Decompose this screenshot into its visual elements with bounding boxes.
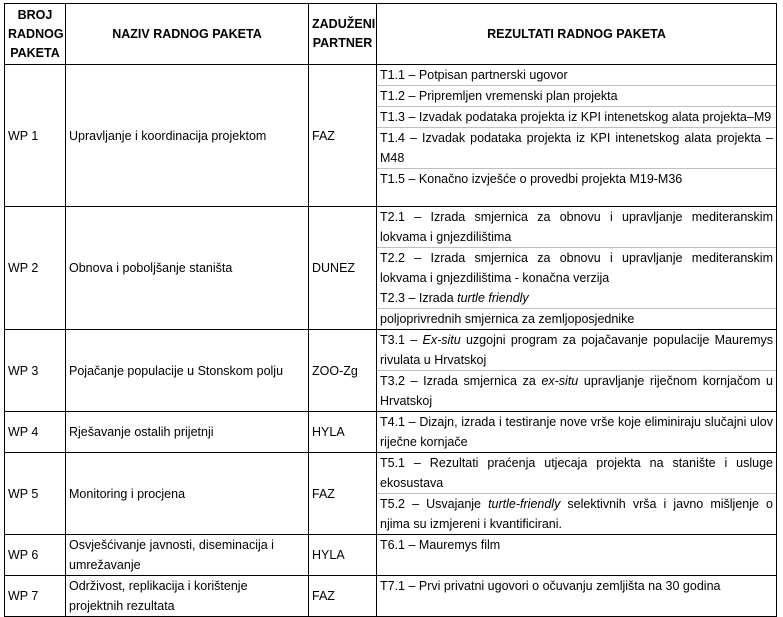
- wp-name-cell: Upravljanje i koordinacija projektom: [66, 65, 309, 207]
- result-item: [377, 288, 776, 308]
- partner-cell: HYLA: [309, 535, 377, 576]
- wp-name-cell: Monitoring i procjena: [66, 453, 309, 535]
- results-cell: [377, 453, 777, 535]
- wp-number-cell: WP 4: [5, 412, 66, 453]
- result-text: T3.2 – Izrada smjernica za: [380, 374, 542, 388]
- result-text: poljoprivrednih smjernica za zemljoposjednike: [380, 312, 635, 326]
- header-partner-line: ZADUŽENI: [312, 17, 376, 31]
- result-text-italic: turtle-friendly: [488, 497, 561, 511]
- header-wp-name: NAZIV RADNOG PAKETA: [66, 4, 309, 65]
- result-text-italic: turtle friendly: [457, 291, 529, 305]
- table-row: [5, 330, 777, 412]
- wp-number-cell: WP 6: [5, 535, 66, 576]
- result-text: T5.2 – Usvajanje: [380, 497, 489, 511]
- result-text: selektivnih vrša i javno mišljenje o njima su izmjereni i kvantificirani.: [380, 497, 773, 531]
- header-results: REZULTATI RADNOG PAKETA: [377, 4, 777, 65]
- wp-number-cell: WP 7: [5, 576, 66, 617]
- result-item: [377, 106, 776, 127]
- wp-number-cell: WP 1: [5, 65, 66, 207]
- result-text: T1.2 – Pripremljen vremenski plan projekta: [380, 89, 618, 103]
- result-text: T2.2 – Izrada smjernica za obnovu i upravljanje mediteranskim lokvama i gnjezdilištima - konačna verzija: [380, 251, 773, 285]
- result-item: [377, 412, 776, 452]
- result-item: [377, 308, 776, 329]
- result-text: T1.1 – Potpisan partnerski ugovor: [380, 68, 568, 82]
- results-cell: [377, 65, 777, 207]
- table-row: [5, 535, 777, 576]
- result-text: T5.1 – Rezultati praćenja utjecaja projekta na stanište i usluge ekosustava: [380, 456, 773, 490]
- result-text: T7.1 – Prvi privatni ugovori o očuvanju zemljišta na 30 godina: [380, 579, 721, 593]
- result-text: T1.5 – Konačno izvješće o provedbi projekta M19-M36: [380, 172, 683, 186]
- header-row: [5, 4, 777, 65]
- table-row: [5, 207, 777, 330]
- wp-name-cell: Održivost, replikacija i korištenje projektnih rezultata: [66, 576, 309, 617]
- result-text: uzgojni program za pojačavanje populacije Mauremys rivulata u Hrvatskoj: [380, 333, 773, 367]
- results-cell: [377, 207, 777, 330]
- partner-cell: ZOO-Zg: [309, 330, 377, 412]
- wp-name-cell: Osvješćivanje javnosti, diseminacija i umrežavanje: [66, 535, 309, 576]
- header-partner-line: PARTNER: [312, 36, 373, 50]
- work-package-table: [4, 3, 777, 617]
- result-item: [377, 65, 776, 85]
- result-item: [377, 247, 776, 288]
- result-item: [377, 207, 776, 247]
- result-text: upravljanje riječnom kornjačom u Hrvatskoj: [380, 374, 773, 408]
- results-cell: [377, 576, 777, 617]
- result-text-italic: ex-situ: [541, 374, 579, 388]
- result-item: [377, 330, 776, 370]
- result-text: T2.1 – Izrada smjernica za obnovu i upravljanje mediteranskim lokvama i gnjezdilištima: [380, 210, 773, 244]
- results-cell: [377, 412, 777, 453]
- wp-name-cell: Pojačanje populacije u Stonskom polju: [66, 330, 309, 412]
- results-cell: [377, 535, 777, 576]
- wp-name-cell: Rješavanje ostalih prijetnji: [66, 412, 309, 453]
- result-text: T1.4 – Izvadak podataka projekta iz KPI intenetskog alata projekta –M48: [380, 131, 773, 165]
- table-row: [5, 65, 777, 207]
- header-wp-number: [5, 4, 66, 65]
- wp-number-cell: WP 2: [5, 207, 66, 330]
- result-text: T6.1 – Mauremys film: [380, 538, 501, 552]
- result-item: [377, 576, 776, 596]
- wp-number-cell: WP 3: [5, 330, 66, 412]
- header-wp-line: PAKETA: [10, 45, 60, 60]
- result-text: T4.1 – Dizajn, izrada i testiranje nove vrše koje eliminiraju slučajni ulov riječne kornjače: [380, 415, 773, 449]
- results-cell: [377, 330, 777, 412]
- result-text: T3.1 –: [380, 333, 423, 347]
- result-item: [377, 370, 776, 411]
- wp-name-cell: Obnova i poboljšanje staništa: [66, 207, 309, 330]
- header-wp-line: BROJ: [17, 7, 53, 22]
- header-partner: [309, 4, 377, 65]
- result-text: T1.3 – Izvadak podataka projekta iz KPI intenetskog alata projekta–M9: [380, 110, 772, 124]
- result-text: T2.3 – Izrada: [380, 291, 458, 305]
- wp-number-cell: WP 5: [5, 453, 66, 535]
- partner-cell: FAZ: [309, 65, 377, 207]
- result-item: [377, 493, 776, 534]
- result-item: [377, 453, 776, 493]
- partner-cell: FAZ: [309, 576, 377, 617]
- result-text-italic: Ex-situ: [422, 333, 461, 347]
- table-row: [5, 412, 777, 453]
- table-row: [5, 576, 777, 617]
- partner-cell: HYLA: [309, 412, 377, 453]
- result-item: [377, 85, 776, 106]
- header-wp-line: RADNOG: [8, 26, 64, 41]
- table-row: [5, 453, 777, 535]
- result-item: [377, 168, 776, 189]
- result-item: [377, 535, 776, 555]
- partner-cell: FAZ: [309, 453, 377, 535]
- result-item: [377, 127, 776, 168]
- table-body: [5, 65, 777, 617]
- partner-cell: DUNEZ: [309, 207, 377, 330]
